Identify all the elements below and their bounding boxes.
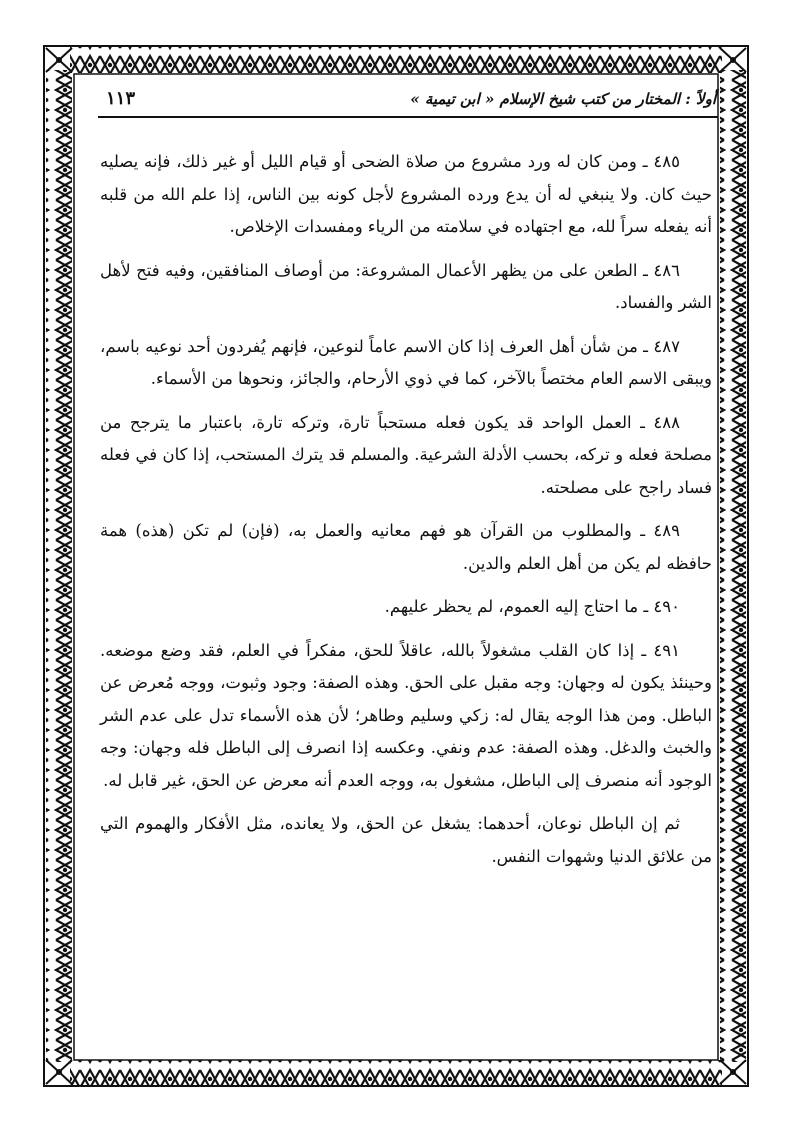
- paragraph-continuation: ثم إن الباطل نوعان، أحدهما: يشغل عن الحق، ولا يعانده، مثل الأفكار والهموم التي من علائق الدنيا وشهوات النفس.: [100, 814, 712, 866]
- header-rule: [98, 116, 718, 118]
- page-header: [98, 84, 716, 114]
- paragraph-487: ٤٨٧ ـ من شأن أهل العرف إذا كان الاسم عاماً لنوعين، فإنهم يُفردون أحد نوعيه باسم، ويبقى الاسم العام مختصاً بالآخر، كما في ذوي الأرحام، والجائز، ونحوها من الأسماء.: [100, 336, 712, 388]
- paragraph-491: ٤٩١ ـ إذا كان القلب مشغولاً بالله، عاقلاً للحق، مفكراً في العلم، فقد وضع موضعه. وحينئذ يكون له وجهان: وجه مقبل على الحق. وهذه الصفة: وجود وثبوت، ووجه مُعرض عن الباطل. ومن هذا الوجه يقال له: زكي وسليم وطاهر؛ لأن هذه الأسماء تدل على عدم الشر والخبث والدغل. وهذه الصفة: عدم ونفي. وعكسه إذا انصرف إلى الباطل فله وجهان: وجه الوجود أنه منصرف إلى الباطل، مشغول به، ووجه العدم أنه معرض عن الحق، غير قابل له.: [100, 640, 712, 790]
- running-header-title: أولاً : المختار من كتب شيخ الإسلام « ابن تيمية »: [410, 90, 716, 108]
- paragraph-489: ٤٨٩ ـ والمطلوب من القرآن هو فهم معانيه والعمل به، (فإن) لم تكن (هذه) همة حافظه لم يكن من أهل العلم والدين.: [100, 521, 712, 573]
- paragraph-485: ٤٨٥ ـ ومن كان له ورد مشروع من صلاة الضحى أو قيام الليل أو غير ذلك، فإنه يصليه حيث كان. ولا ينبغي له أن يدع ورده المشروع لأجل كونه بين الناس، إذا علم الله من قلبه أنه يفعله سراً لله، مع اجتهاده في سلامته من الرياء ومفسدات الإخلاص.: [100, 152, 712, 236]
- body-text: [100, 146, 712, 873]
- page-number: ١١٣: [106, 88, 136, 109]
- paragraph-486: ٤٨٦ ـ الطعن على من يظهر الأعمال المشروعة: من أوصاف المنافقين، وفيه فتح لأهل الشر والفساد.: [100, 260, 712, 312]
- paragraph-490: ٤٩٠ ـ ما احتاج إليه العموم، لم يحظر عليهم.: [384, 597, 680, 616]
- paragraph-488: ٤٨٨ ـ العمل الواحد قد يكون فعله مستحباً تارة، وتركه تارة، باعتبار ما يترجح من مصلحة فعله و تركه، بحسب الأدلة الشرعية. والمسلم قد يترك المستحب، إذا كان في فعله فساد راجح على مصلحته.: [100, 412, 712, 497]
